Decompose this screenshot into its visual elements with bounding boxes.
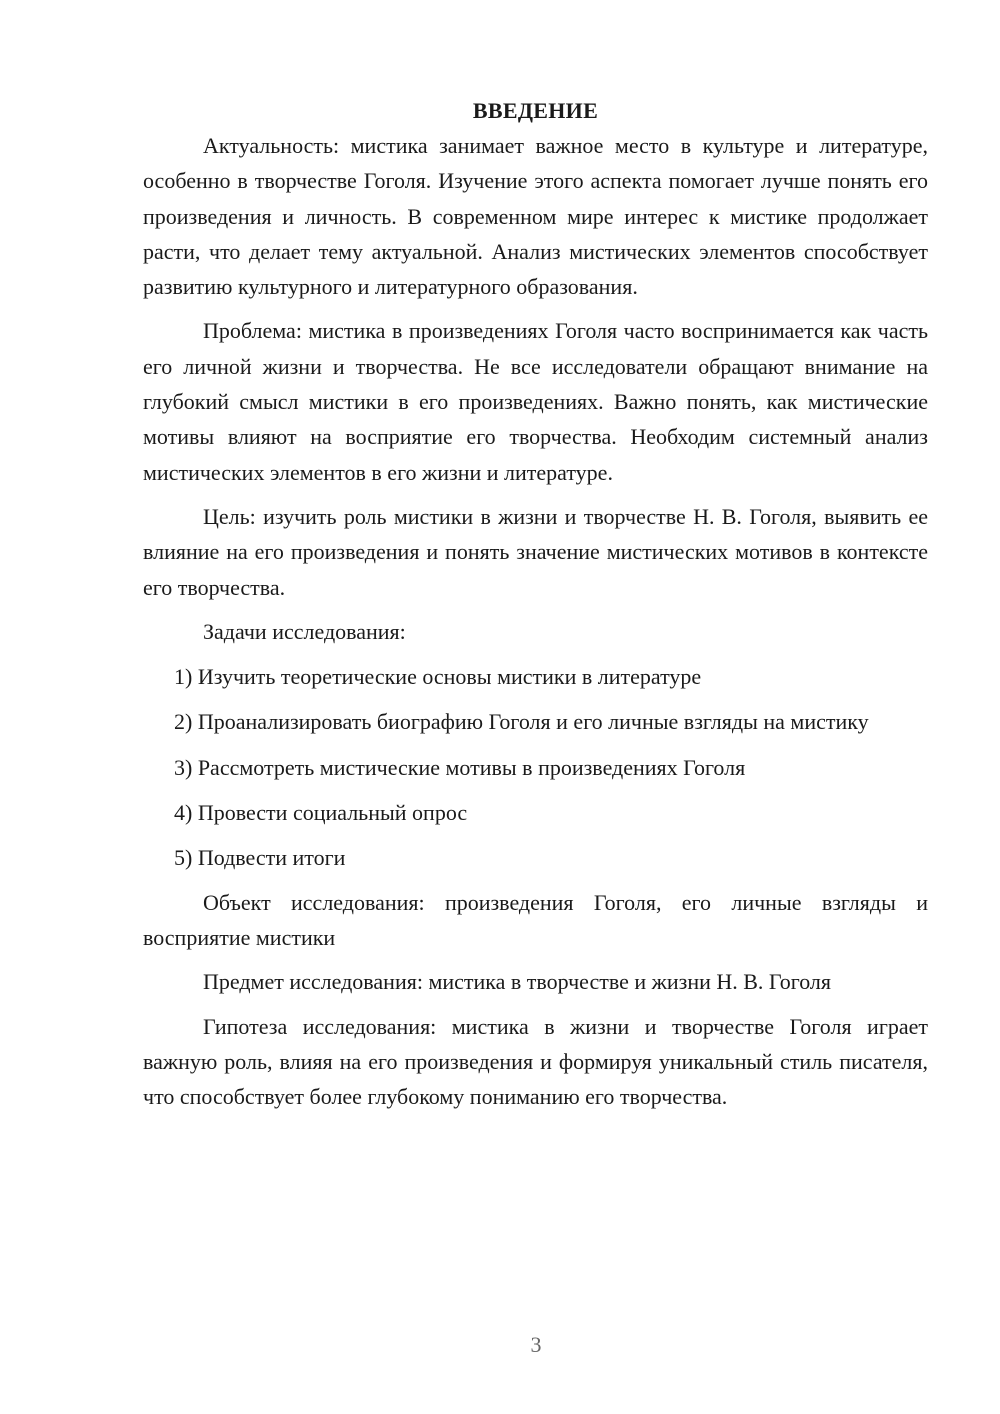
- object-paragraph: Объект исследования: произведения Гоголя, его личные взгляды и восприятие мистики: [143, 889, 928, 950]
- page-number: 3: [530, 1332, 542, 1357]
- subject-paragraph: Предмет исследования: мистика в творчестве и жизни Н. В. Гоголя: [203, 969, 831, 995]
- relevance-paragraph: Актуальность: мистика занимает важное место в культуре и литературе, особенно в творчестве Гоголя. Изучение этого аспекта помогает лучше понять его произведения и личность. В современном мире интерес к мистике продолжает расти, что делает тему актуальной. Анализ мистических элементов способствует развитию культурного и литературного образования.: [143, 133, 928, 300]
- task-item-1: 1) Изучить теоретические основы мистики в литературе: [174, 664, 702, 690]
- problem-paragraph: Проблема: мистика в произведениях Гоголя часто воспринимается как часть его личной жизни и творчества. Не все исследователи обращают внимание на глубокий смысл мистики в его произведениях. Важно понять, как мистические мотивы влияют на восприятие его творчества. Необходим системный анализ мистических элементов в его жизни и литературе.: [143, 318, 928, 485]
- task-item-3: 3) Рассмотреть мистические мотивы в произведениях Гоголя: [174, 754, 746, 780]
- task-item-4: 4) Провести социальный опрос: [174, 800, 468, 826]
- tasks-heading: Задачи исследования:: [203, 618, 406, 644]
- task-item-2: 2) Проанализировать биографию Гоголя и его личные взгляды на мистику: [174, 709, 869, 735]
- section-title: ВВЕДЕНИЕ: [472, 98, 599, 123]
- task-item-5: 5) Подвести итоги: [174, 845, 346, 871]
- page-content: [143, 93, 928, 1114]
- hypothesis-paragraph: Гипотеза исследования: мистика в жизни и творчестве Гоголя играет важную роль, влияя на его произведения и формируя уникальный стиль писателя, что способствует более глубокому пониманию его творчества.: [143, 1013, 928, 1110]
- goal-paragraph: Цель: изучить роль мистики в жизни и творчестве Н. В. Гоголя, выявить ее влияние на его произведения и понять значение мистических мотивов в контексте его творчества.: [143, 503, 928, 600]
